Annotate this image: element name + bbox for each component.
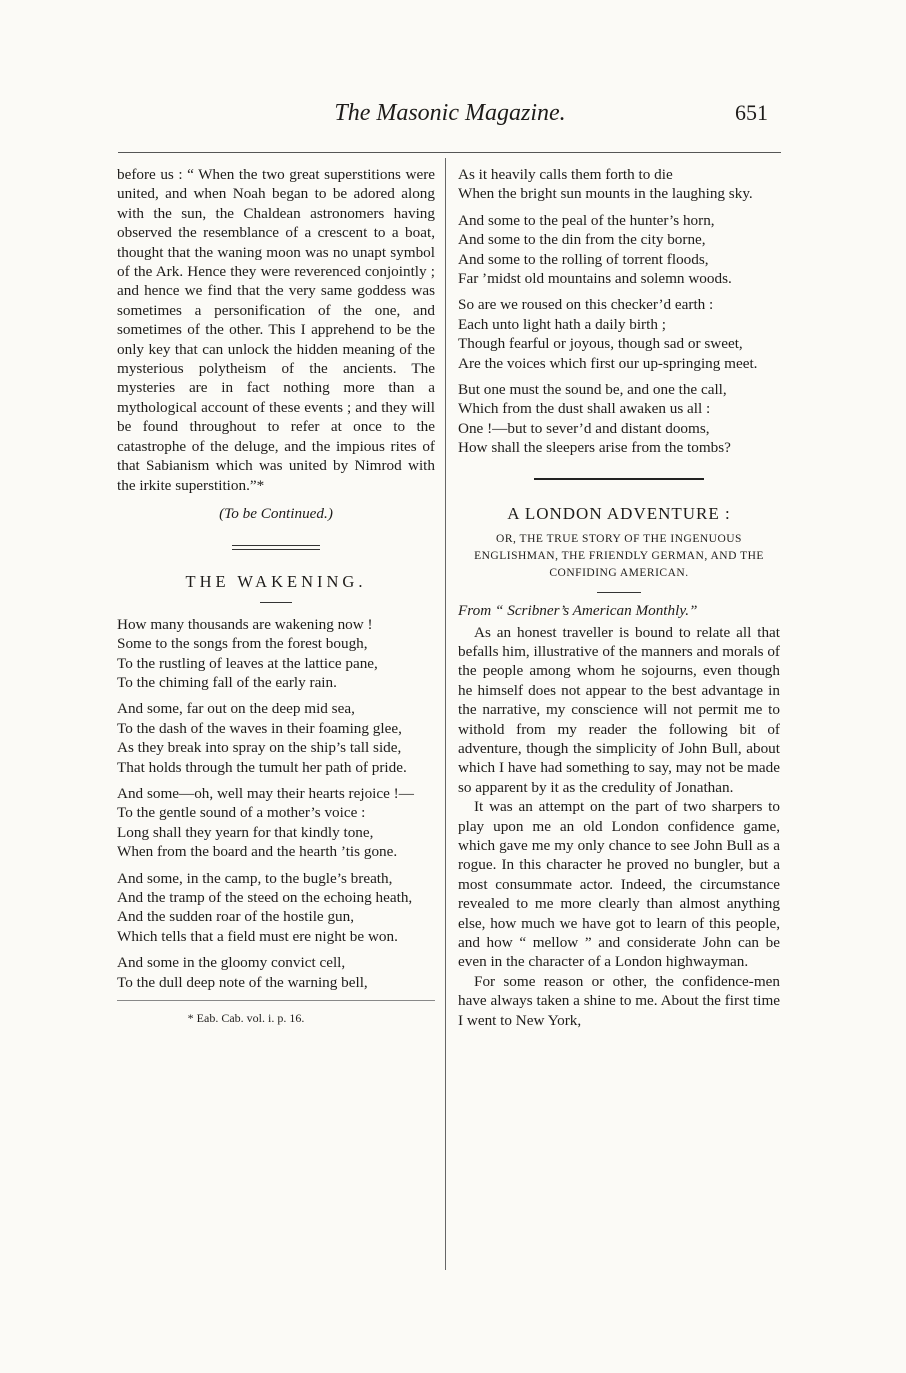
poem-line: To the dash of the waves in their foaming glee, <box>117 719 402 737</box>
title-rule <box>260 602 292 603</box>
poem-line: And some—oh, well may their hearts rejoice !— <box>117 784 414 802</box>
column-divider <box>445 158 446 1270</box>
page-number: 651 <box>735 100 768 125</box>
poem-line: Are the voices which first our up-springing meet. <box>458 354 758 372</box>
poem-line: As they break into spray on the ship’s tall side, <box>117 739 402 757</box>
page-header <box>0 100 906 140</box>
poem-stanza <box>458 295 780 373</box>
poem-line: And the sudden roar of the hostile gun, <box>117 908 355 926</box>
poem-line: When the bright sun mounts in the laughing sky. <box>458 185 753 203</box>
poem-stanza <box>117 699 435 777</box>
story-subtitle: OR, THE TRUE STORY OF THE INGENUOUS ENGLISHMAN, THE FRIENDLY GERMAN, AND THE CONFIDING AMERICAN. <box>474 533 764 580</box>
poem-line: Far ’midst old mountains and solemn woods. <box>458 270 732 288</box>
essay-continuation: before us : “ When the two great superstitions were united, and when Noah began to be adored along with the sun, the Chaldean astronomers having observed the resemblance of a crescent to a boat, thought that the waning moon was no unapt symbol of the Ark. Hence they were reverenced conjointly ; and hence we find that the very same goddess was sometimes a personification of the one, and sometimes of the other. This I apprehend to be the only key that can unlock the hidden meaning of the mysterious polytheism of the ancients. The mysteries are in fact nothing more than a mythological account of these events ; and they will be found throughout to refer at once to the catastrophe of the deluge, and the impious rites of that Sabianism which was united by Nimrod with the irkite superstition.”* <box>117 166 435 494</box>
poem-line: Which from the dust shall awaken us all : <box>458 400 711 418</box>
poem-line: But one must the sound be, and one the call, <box>458 381 727 399</box>
poem-line: Each unto light hath a daily birth ; <box>458 315 666 333</box>
poem-line: One !—but to sever’d and distant dooms, <box>458 419 710 437</box>
story-title: A LONDON ADVENTURE : <box>507 503 731 523</box>
poem-line: And some to the din from the city borne, <box>458 231 706 249</box>
poem-line: When from the board and the hearth ’tis gone. <box>117 843 398 861</box>
poem-line: Long shall they yearn for that kindly tone, <box>117 823 374 841</box>
poem-line: And the tramp of the steed on the echoing heath, <box>117 889 413 906</box>
poem-line: So are we roused on this checker’d earth : <box>458 296 714 314</box>
poem-line: How shall the sleepers arise from the tombs? <box>458 439 731 457</box>
poem-stanza <box>458 380 780 458</box>
poem-stanza <box>458 165 780 204</box>
poem-stanza <box>117 615 435 693</box>
poem-title: THE WAKENING. <box>185 572 367 592</box>
poem-line: And some, in the camp, to the bugle’s breath, <box>117 869 393 887</box>
poem-line: To the dull deep note of the warning bell, <box>117 973 368 991</box>
poem-line: Which tells that a field must ere night be won. <box>117 927 398 945</box>
poem-line: To the gentle sound of a mother’s voice : <box>117 804 366 822</box>
subtitle-rule <box>597 592 641 593</box>
poem-stanza <box>117 784 435 862</box>
to-be-continued: (To be Continued.) <box>219 504 333 522</box>
poem-line: Though fearful or joyous, though sad or sweet, <box>458 335 743 353</box>
section-divider <box>534 478 704 480</box>
poem-line: To the rustling of leaves at the lattice pane, <box>117 654 378 672</box>
poem-line: And some, far out on the deep mid sea, <box>117 700 355 718</box>
story-paragraph: It was an attempt on the part of two sharpers to play upon me an old London confidence game, which gave me my only chance to see John Bull as a rogue. In this character he proved no bungler, but a most consummate actor. Indeed, the circumstance revealed to me more clearly than almost anything else, how much we have got to learn of this people, and how “ mellow ” and considerate John can be even in the character of a London highwayman. <box>458 798 780 971</box>
right-column <box>458 165 780 1030</box>
poem-line: To the chiming fall of the early rain. <box>117 673 337 691</box>
poem-stanza <box>117 953 435 992</box>
poem-stanza <box>458 211 780 289</box>
footnote: * Eab. Cab. vol. i. p. 16. <box>187 1011 305 1026</box>
story-paragraph: For some reason or other, the confidence-men have always taken a shine to me. About the first time I went to New York, <box>458 972 780 1029</box>
poem-line: And some in the gloomy convict cell, <box>117 954 346 972</box>
poem-line: Some to the songs from the forest bough, <box>117 635 368 653</box>
poem-line: That holds through the tumult her path of pride. <box>117 758 407 776</box>
poem-stanza <box>117 869 435 947</box>
footnote-rule <box>117 1000 435 1001</box>
left-column <box>117 165 435 1028</box>
running-title: The Masonic Magazine. <box>334 100 566 126</box>
header-rule <box>118 152 781 153</box>
poem-line: As it heavily calls them forth to die <box>458 166 673 183</box>
poem-line: How many thousands are wakening now ! <box>117 615 373 633</box>
section-divider <box>232 545 320 550</box>
story-paragraph: As an honest traveller is bound to relate all that befalls him, illustrative of the manners and morals of the people among whom he sojourns, even though he himself does not appear to the best advantage in the narrative, my conscience will not permit me to withold from my reader the following bit of adventure, though the simplicity of John Bull, about which I have had something to say, may not be made so apparent by it as the credulity of Jonathan. <box>458 623 780 796</box>
poem-line: And some to the rolling of torrent floods, <box>458 250 709 268</box>
source-citation: From “ Scribner’s American Monthly.” <box>458 602 698 620</box>
poem-line: And some to the peal of the hunter’s horn, <box>458 211 715 229</box>
